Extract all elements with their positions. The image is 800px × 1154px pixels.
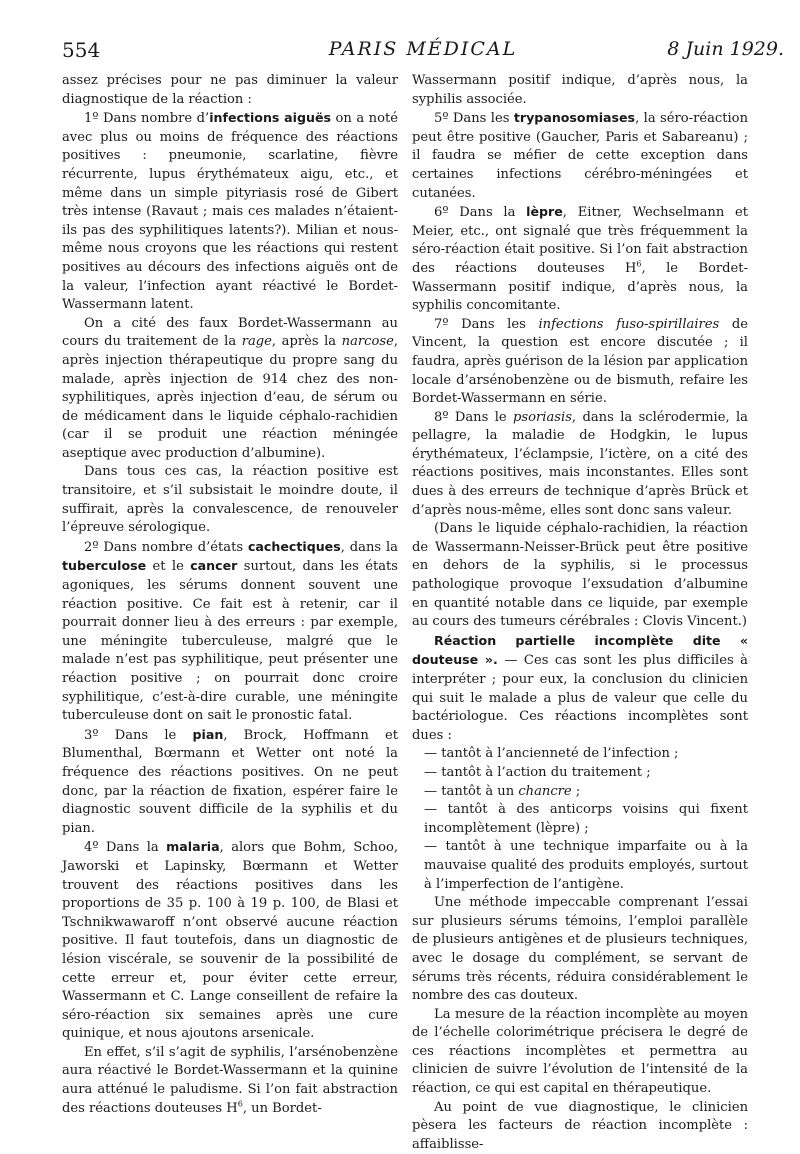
- paragraph-lepre: 6º Dans la lèpre, Eitner, Wechselmann et Meier, etc., ont signalé que très fréquemment la séro-réaction était positive. Si l’on fait abstraction des réactions douteuses $H^6$, le Bordet-Wassermann positif indique, d’après nous, la syphilis concomitante.: [412, 204, 748, 314]
- paragraph: assez précises pour ne pas diminuer la valeur diagnostique de la réaction :: [62, 73, 398, 107]
- paragraph: En effet, s’il s’agit de syphilis, l’arsénobenzène aura réactivé le Bordet-Wassermann et la quinine aura atténué le paludisme. Si l’on fait abstraction des réactions douteuses $H^6$, un Bordet-: [62, 1044, 398, 1116]
- running-header: [62, 38, 784, 66]
- term-cancer: cancer: [190, 558, 238, 574]
- term-cachectiques: cachectiques: [247, 538, 341, 554]
- paragraph: Wassermann positif indique, d’après nous, la syphilis associée.: [412, 73, 748, 107]
- paragraph: Dans tous ces cas, la réaction positive est transitoire, et s’il subsistait le moindre doute, il suffirait, après la convalescence, de renouveler l’épreuve sérologique.: [62, 464, 398, 536]
- list-item: — tantôt à des anticorps voisins qui fixent incomplètement (lèpre) ;: [424, 802, 748, 836]
- paragraph-malaria: 4º Dans la malaria, alors que Bohm, Schoo, Jaworski et Lapinsky, Bœrmann et Wetter trouvent des réactions positives dans les proportions de 35 p. 100 à 19 p. 100, de Blasi et Tschnikwawaroff n’ont observé aucune réaction positive. Il faut toutefois, dans un diagnostic de lésion viscérale, se souvenir de la possibilité de cette erreur et, pour éviter cette erreur, Wassermann et C. Lange conseillent de refaire la séro-réaction six semaines après une cure quinique, et nous ajoutons arsenicale.: [62, 839, 398, 1042]
- list-item: — tantôt à l’ancienneté de l’infection ;: [424, 746, 679, 762]
- paragraph: Une méthode impeccable comprenant l’essai sur plusieurs sérums témoins, l’emploi parallèle de plusieurs antigènes et de plusieurs techniques, avec le dosage du complément, se servant de sérums très récents, réduira considérablement le nombre des cas douteux.: [412, 895, 748, 1004]
- issue-date: 8 Juin 1929.: [667, 38, 784, 60]
- paragraph-psoriasis: 8º Dans le psoriasis, dans la sclérodermie, la pellagre, la maladie de Hodgkin, le lupus érythémateux, l’éclampsie, l’ictère, on a cité des réactions positives, mais inconstantes. Elles sont dues à des erreurs de technique d’après Brück et d’après nous-même, elles sont donc sans valeur.: [412, 409, 748, 518]
- paragraph-cachectic: 2º Dans nombre d’états cachectiques, dans la tuberculose et le cancer surtout, dans les états agoniques, les sérums donnent souvent une réaction positive. Ce fait est à retenir, car il pourrait donner lieu à des erreurs : par exemple, une méningite tuberculeuse, malgré que le malade n’est pas syphilitique, peut présenter une réaction positive ; on pourrait donc croire syphilitique, c’est-à-dire curable, une méningite tuberculeuse dont on sait le pronostic fatal.: [62, 538, 398, 724]
- term-infections: infections aiguës: [209, 110, 331, 126]
- term-malaria: malaria: [166, 839, 220, 855]
- paragraph: (Dans le liquide céphalo-rachidien, la réaction de Wassermann-Neisser-Brück peut être positive en dehors de la syphilis, si le processus pathologique provoque l’exsudation d’albumine en quantité notable dans ce liquide, par exemple au cours des tumeurs cérébrales : Clovis Vincent.): [412, 521, 748, 630]
- right-column: [412, 72, 748, 1154]
- term-pian: pian: [192, 726, 224, 742]
- paragraph-fuso-spirillaires: 7º Dans les infections fuso-spirillaires de Vincent, la question est encore discutée ; il faudra, après guérison de la lésion par application locale d’arsénobenzène ou de bismuth, refaire les Bordet-Wassermann en série.: [412, 316, 748, 407]
- left-column: [62, 72, 398, 1118]
- paragraph-reaction-partielle: Réaction partielle incomplète dite « douteuse ». — Ces cas sont les plus difficiles à interpréter ; pour eux, la conclusion du clinicien qui suit le malade a plus de valeur que celle du bactériologue. Ces réactions incomplètes sont dues :: [412, 632, 748, 743]
- list-item: — tantôt à un chancre ;: [424, 783, 581, 799]
- term-tuberculose: tuberculose: [62, 558, 147, 574]
- list-item: — tantôt à l’action du traitement ;: [424, 764, 651, 780]
- term-lepre: lèpre: [526, 204, 563, 220]
- list-item: — tantôt à une technique imparfaite ou à la mauvaise qualité des produits employés, surtout à l’imperfection de l’antigène.: [424, 839, 748, 892]
- paragraph-infections: 1º Dans nombre d’infections aiguës on a noté avec plus ou moins de fréquence des réactions positives : pneumonie, scarlatine, fièvre récurrente, lupus érythémateux aigu, etc., et même dans un simple pityriasis rosé de Gibert très intense (Ravaut ; mais ces malades n’étaient-ils pas des syphilitiques latents?). Milian et nous-même nous croyons que les réactions qui restent positives au décours des infections aiguës ont de la valeur, l’infection ayant réactivé le Bordet-Wassermann latent.: [62, 110, 398, 313]
- term-trypanosomiases: trypanosomiases: [513, 110, 636, 126]
- paragraph-trypanosomiases: 5º Dans les trypanosomiases, la séro-réaction peut être positive (Gaucher, Paris et Sabareanu) ; il faudra se méfier de cette exception dans certaines infections cérébro-méningées et cutanées.: [412, 110, 748, 201]
- journal-title: PARIS MÉDICAL: [328, 38, 518, 60]
- page-number: 554: [62, 38, 101, 62]
- subheading-reaction-partielle: Réaction partielle incomplète dite « douteuse ».: [412, 632, 748, 668]
- paragraph: La mesure de la réaction incomplète au moyen de l’échelle colorimétrique précisera le degré de ces réactions incomplètes et permettra au clinicien de suivre l’évolution de l’intensité de la réaction, ce qui est capital en thérapeutique.: [412, 1006, 748, 1097]
- paragraph-false-bw: On a cité des faux Bordet-Wassermann au cours du traitement de la rage, après la narcose, après injection thérapeutique du propre sang du malade, après injection de 914 chez des non-syphilitiques, après injection d’eau, de sérum ou de médicament dans le liquide céphalo-rachidien (car il se produit une réaction méningée aseptique avec production d’albumine).: [62, 315, 399, 461]
- paragraph: Au point de vue diagnostique, le clinicien pèsera les facteurs de réaction incomplète : affaiblisse-: [412, 1099, 748, 1152]
- paragraph-pian: 3º Dans le pian, Brock, Hoffmann et Blumenthal, Bœrmann et Wetter ont noté la fréquence des réactions positives. On ne peut donc, par la réaction de fixation, espérer faire le diagnostic souvent difficile de la syphilis et du pian.: [62, 726, 398, 836]
